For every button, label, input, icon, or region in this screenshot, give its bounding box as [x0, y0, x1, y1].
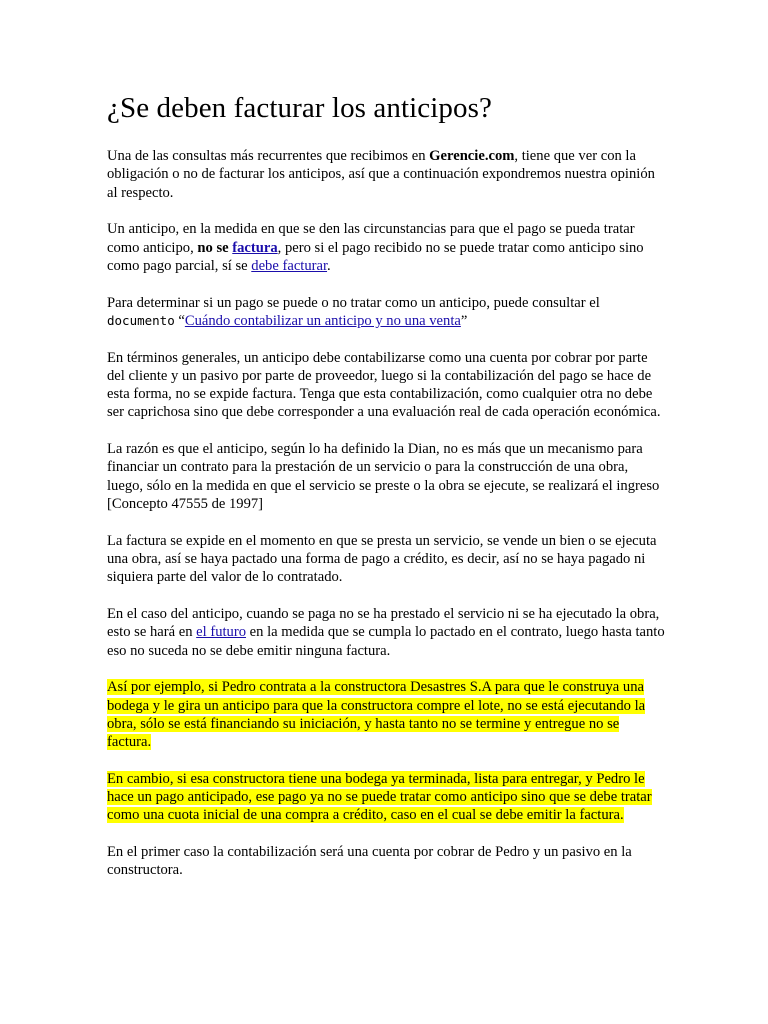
text-run: En el caso del anticipo, cuando se paga no se ha prestado el servicio ni se ha ejecutado la obra, esto se hará en [107, 605, 660, 641]
bold-site-name: Gerencie.com [429, 148, 515, 164]
text-run: Un anticipo, en la medida en que se den las circunstancias para que el pago se pueda tratar como anticipo, [107, 221, 635, 256]
paragraph-primer-caso: En el primer caso la contabilización será una cuenta por cobrar de Pedro y un pasivo en la constructora. [107, 844, 632, 879]
paragraph-caso-anticipo [107, 605, 667, 660]
paragraph-razon-dian: La razón es que el anticipo, según lo ha definido la Dian, no es más que un mecanismo para financiar un contrato para la prestación de un servicio o para la construcción de una obra, luego, sólo en la medida en que el servicio se preste o la obra se ejecute, se realizará el ingreso [Concepto 47555 de 1997] [107, 441, 660, 513]
paragraph-ejemplo-highlighted [107, 678, 667, 751]
paragraph-en-cambio-highlighted [107, 770, 667, 825]
text-run: ” [460, 312, 468, 329]
article-title: ¿Se deben facturar los anticipos? [107, 92, 492, 124]
highlighted-text: En cambio, si esa constructora tiene una bodega ya terminada, lista para entregar, y Pedro le hace un pago anticipado, ese pago ya no se puede tratar como anticipo sino que se debe tratar como una cuota inicial de una compra a crédito, caso en el cual se debe emitir la factura. [107, 770, 652, 824]
text-run: “ [174, 312, 185, 329]
paragraph-factura-expide: La factura se expide en el momento en que se presta un servicio, se vende un bien o se ejecuta una obra, así se haya pactado una forma de pago a crédito, es decir, así no se haya pagado ni siquiera parte del valor de lo contratado. [107, 532, 657, 586]
text-run: , pero si el pago recibido no se puede tratar como anticipo sino como pago parcial, sí se [107, 239, 644, 274]
mono-word-documento: documento [107, 312, 175, 328]
link-factura-label: factura [232, 239, 278, 256]
link-factura[interactable] [232, 240, 277, 256]
text-run: Una de las consultas más recurrentes que recibimos en [107, 148, 430, 164]
paragraph-terminos-generales: En términos generales, un anticipo debe contabilizarse como una cuenta por cobrar por parte del cliente y un pasivo por parte de proveedor, luego si la contabilización del pago se hace de esta forma, no se expide factura. Tenga que esta contabilización, como cualquier otra no debe ser caprichosa sino que debe corresponder a una evaluación real de cada operación económica. [107, 349, 661, 421]
highlighted-text: Así por ejemplo, si Pedro contrata a la constructora Desastres S.A para que le construya una bodega y le gira un anticipo para que la constructora compre el lote, no se está ejecutando la obra, sólo se está financiando su iniciación, y hasta tanto no se termine y entregue no se factura. [107, 679, 646, 751]
link-debe-facturar[interactable]: debe facturar [251, 257, 328, 274]
text-run: Para determinar si un pago se puede o no tratar como un anticipo, puede consultar el [107, 294, 600, 311]
text-run: , tiene que ver con la obligación o no de facturar los anticipos, así que a continuación expondremos nuestra opinión al respecto. [107, 148, 655, 201]
link-cuando-contabilizar[interactable]: Cuándo contabilizar un anticipo y no una venta [184, 312, 461, 329]
paragraph-consult-document [107, 294, 667, 331]
document-page [107, 90, 667, 898]
link-el-futuro[interactable]: el futuro [196, 624, 247, 641]
text-run: en la medida que se cumpla lo pactado en el contrato, luego hasta tanto eso no suceda no se debe emitir ninguna factura. [107, 624, 665, 659]
paragraph-intro [107, 147, 667, 202]
paragraph-anticipo-definition [107, 220, 667, 275]
text-run: . [327, 257, 331, 274]
bold-no-se: no se [197, 239, 229, 256]
